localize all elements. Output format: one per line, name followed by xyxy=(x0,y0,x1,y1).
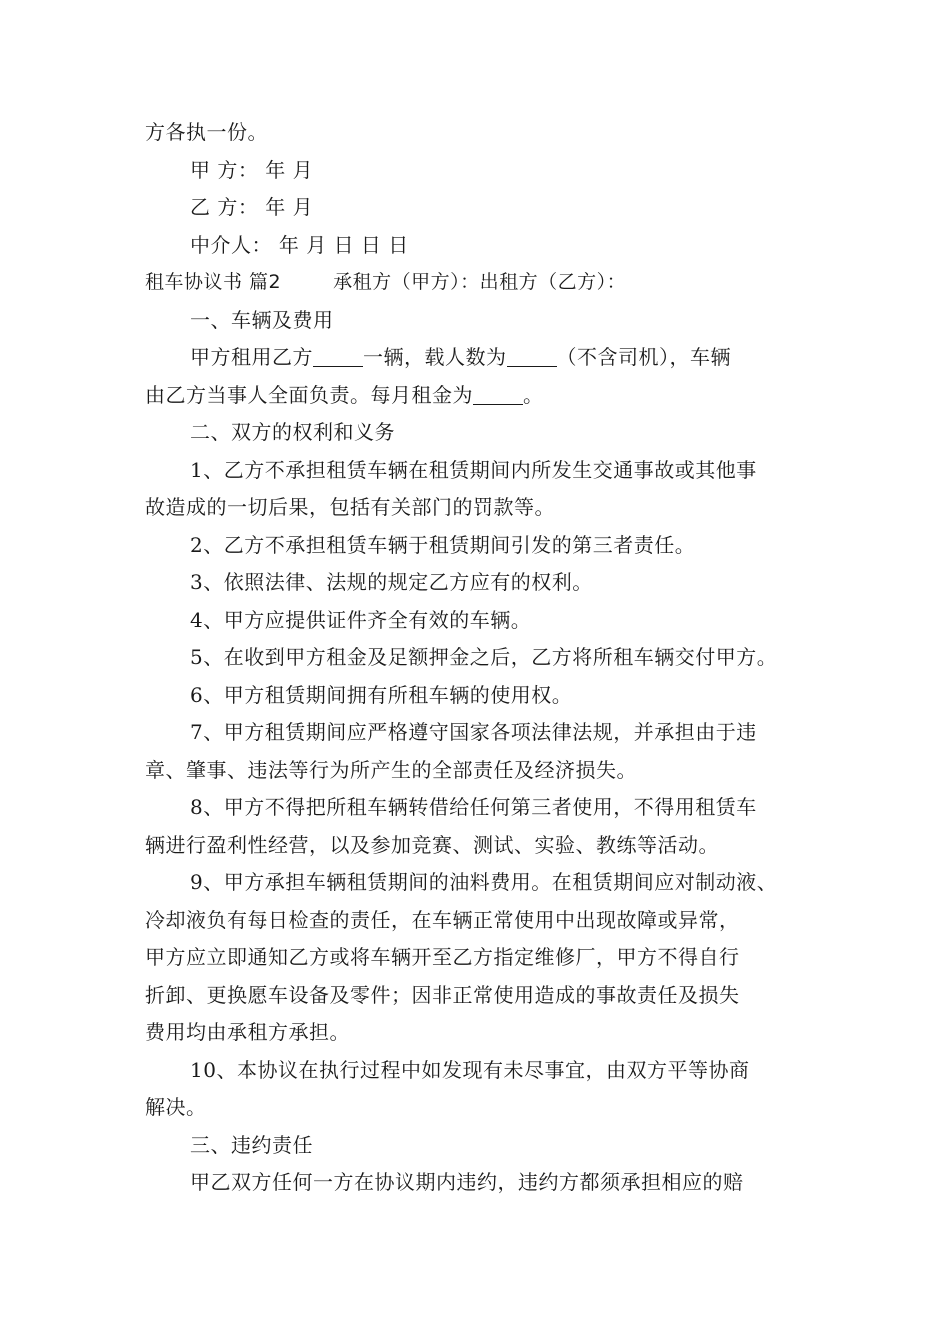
clause-line: 折卸、更换愿车设备及零件；因非正常使用造成的事故责任及损失 xyxy=(145,982,740,1007)
text-line: 甲方租用乙方 一辆，载人数为 （不含司机），车辆 xyxy=(190,345,731,369)
text-line: 方各执一份。 xyxy=(145,120,268,144)
clause-line: 解决。 xyxy=(145,1095,207,1119)
text-line: 由乙方当事人全面负责。每月租金为 。 xyxy=(145,382,544,407)
clause-line: 冷却液负有每日检查的责任，在车辆正常使用中出现故障或异常， xyxy=(145,907,740,932)
section-heading: 二、双方的权利和义务 xyxy=(190,420,395,444)
clause-line: 故造成的一切后果，包括有关部门的罚款等。 xyxy=(145,495,555,519)
clause-line: 5、在收到甲方租金及足额押金之后，乙方将所租车辆交付甲方。 xyxy=(190,645,778,669)
fill-blank xyxy=(313,346,363,367)
clause-line: 10、本协议在执行过程中如发现有未尽事宜，由双方平等协商 xyxy=(190,1057,750,1082)
clause-line: 甲方应立即通知乙方或将车辆开至乙方指定维修厂，甲方不得自行 xyxy=(145,945,740,969)
clause-line: 章、肇事、违法等行为所产生的全部责任及经济损失。 xyxy=(145,757,637,782)
clause-line: 辆进行盈利性经营，以及参加竞赛、测试、实验、教练等活动。 xyxy=(145,832,719,857)
fill-blank xyxy=(507,346,557,367)
clause-line: 8、甲方不得把所租车辆转借给任何第三者使用，不得用租赁车 xyxy=(190,795,757,819)
clause-line: 甲乙双方任何一方在协议期内违约，违约方都须承担相应的赔 xyxy=(190,1170,744,1194)
clause-line: 4、甲方应提供证件齐全有效的车辆。 xyxy=(190,607,532,632)
agreement-title-line xyxy=(145,264,815,302)
parties-label: 承租方（甲方）：出租方（乙方）： xyxy=(333,271,627,293)
clause-line: 3、依照法律、法规的规定乙方应有的权利。 xyxy=(190,570,593,594)
clause-line: 2、乙方不承担租赁车辆于租赁期间引发的第三者责任。 xyxy=(190,532,696,557)
section-heading: 三、违约责任 xyxy=(190,1132,313,1157)
clause-line: 6、甲方租赁期间拥有所租车辆的使用权。 xyxy=(190,682,573,707)
fill-blank xyxy=(473,384,523,405)
clause-line: 费用均由承租方承担。 xyxy=(145,1020,350,1044)
signature-intermediary: 中介人： 年 月 日 日 日 xyxy=(190,232,409,257)
signature-party-a: 甲 方： 年 月 xyxy=(190,157,314,182)
clause-line: 9、甲方承担车辆租赁期间的油料费用。在租赁期间应对制动液、 xyxy=(190,870,778,894)
clause-line: 7、甲方租赁期间应严格遵守国家各项法律法规，并承担由于违 xyxy=(190,720,757,744)
agreement-title: 租车协议书 篇2 xyxy=(145,271,282,293)
document-body xyxy=(145,114,815,1202)
section-heading: 一、车辆及费用 xyxy=(190,307,334,332)
signature-party-b: 乙 方： 年 月 xyxy=(190,195,314,219)
clause-line: 1、乙方不承担租赁车辆在租赁期间内所发生交通事故或其他事 xyxy=(190,457,757,482)
